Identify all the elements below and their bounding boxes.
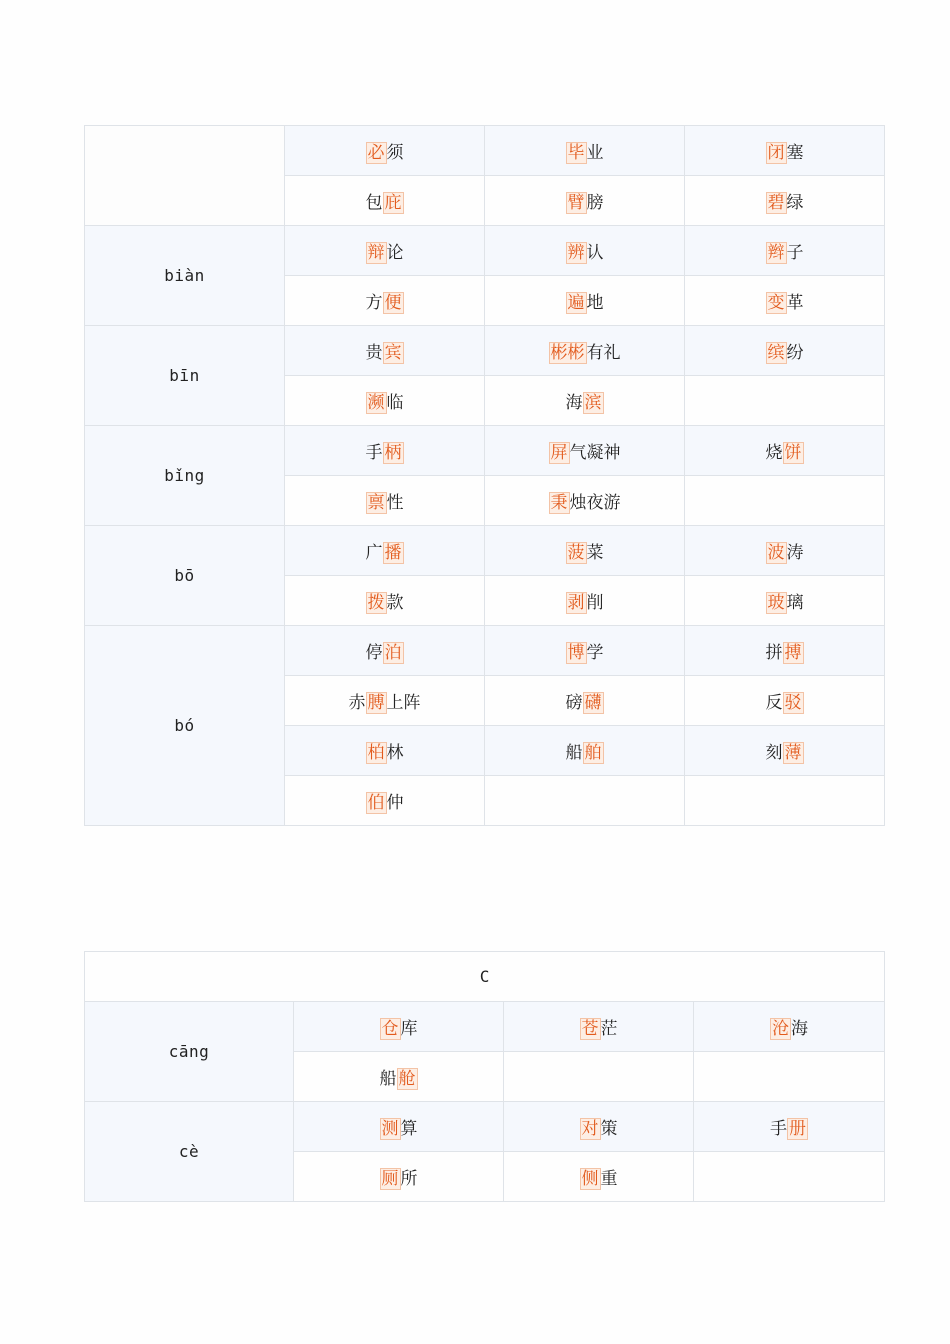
word-text: 方: [365, 293, 383, 313]
highlighted-character: 厕: [381, 1169, 399, 1189]
word-cell: [685, 426, 885, 476]
word-cell: [685, 326, 885, 376]
word-text: 业: [586, 143, 604, 163]
word-cell: [285, 626, 485, 676]
word-cell: [485, 476, 685, 526]
word-text: 赤: [348, 693, 366, 713]
word-text: 地: [586, 293, 604, 313]
highlighted-character: 礴: [584, 693, 602, 713]
word-text: 款: [386, 593, 404, 613]
word-cell: [294, 1102, 504, 1152]
word-cell: [285, 726, 485, 776]
word-cell: [485, 276, 685, 326]
highlighted-character: 舱: [398, 1069, 416, 1089]
highlighted-character: 玻: [767, 593, 785, 613]
word-cell: [504, 1152, 694, 1202]
pinyin-cell: biàn: [85, 226, 285, 326]
word-text: 性: [386, 493, 404, 513]
highlighted-character: 碧: [767, 193, 785, 213]
word-cell: [685, 126, 885, 176]
word-cell: [485, 326, 685, 376]
word-text: 海: [565, 393, 583, 413]
word-text: 重: [600, 1169, 618, 1189]
word-cell: [294, 1002, 504, 1052]
section-header-row: [85, 952, 885, 1002]
word-cell: [685, 726, 885, 776]
word-text: 库: [400, 1019, 418, 1039]
word-text: 削: [586, 593, 604, 613]
word-text: 拼: [765, 643, 783, 663]
word-text: 贵: [365, 343, 383, 363]
word-cell: [685, 226, 885, 276]
word-cell: [285, 226, 485, 276]
highlighted-character: 柏: [367, 743, 385, 763]
word-text: 菜: [586, 543, 604, 563]
word-text: 船: [565, 743, 583, 763]
pinyin-cell: bó: [85, 626, 285, 826]
word-text: 仲: [386, 793, 404, 813]
word-cell: [285, 326, 485, 376]
word-cell: [485, 376, 685, 426]
word-cell: [285, 276, 485, 326]
highlighted-character: 禀: [367, 493, 385, 513]
highlighted-character: 伯: [367, 793, 385, 813]
word-cell: [485, 776, 685, 826]
highlighted-character: 屏: [550, 443, 568, 463]
highlighted-character: 宾: [384, 343, 402, 363]
word-text: 烧: [765, 443, 783, 463]
word-cell: [485, 576, 685, 626]
word-text: 林: [386, 743, 404, 763]
table-row: [85, 226, 885, 276]
word-cell: [285, 676, 485, 726]
word-cell: [485, 626, 685, 676]
word-cell: [485, 726, 685, 776]
word-text: 茫: [600, 1019, 618, 1039]
word-text: 包: [365, 193, 383, 213]
highlighted-character: 侧: [581, 1169, 599, 1189]
highlighted-character: 仓: [381, 1019, 399, 1039]
pinyin-cell: cāng: [85, 1002, 294, 1102]
word-cell: [685, 776, 885, 826]
highlighted-character: 缤: [767, 343, 785, 363]
word-text: 停: [365, 643, 383, 663]
word-text: 磅: [565, 693, 583, 713]
highlighted-character: 柄: [384, 443, 402, 463]
pinyin-cell: bō: [85, 526, 285, 626]
pinyin-cell: bǐng: [85, 426, 285, 526]
word-cell: [285, 476, 485, 526]
pinyin-cell: bīn: [85, 326, 285, 426]
table-row: [85, 426, 885, 476]
word-text: 革: [786, 293, 804, 313]
word-text: 认: [586, 243, 604, 263]
word-cell: [294, 1052, 504, 1102]
highlighted-character: 薄: [784, 743, 802, 763]
word-cell: [485, 526, 685, 576]
word-text: 璃: [786, 593, 804, 613]
highlighted-character: 滨: [584, 393, 602, 413]
highlighted-character: 膊: [367, 693, 385, 713]
table-row: [85, 1102, 885, 1152]
word-text: 临: [386, 393, 404, 413]
highlighted-character: 泊: [384, 643, 402, 663]
highlighted-character: 闭: [767, 143, 785, 163]
word-cell: [285, 426, 485, 476]
pinyin-cell: cè: [85, 1102, 294, 1202]
word-cell: [685, 676, 885, 726]
word-text: 海: [791, 1019, 808, 1039]
word-text: 塞: [786, 143, 804, 163]
word-cell: [285, 776, 485, 826]
word-text: 须: [386, 143, 404, 163]
word-cell: [485, 126, 685, 176]
highlighted-character: 濒: [367, 393, 385, 413]
highlighted-character: 饼: [784, 443, 802, 463]
highlighted-character: 搏: [784, 643, 802, 663]
word-cell: [685, 376, 885, 426]
word-text: 船: [379, 1069, 397, 1089]
highlighted-character: 册: [789, 1119, 806, 1139]
highlighted-character: 博: [567, 643, 585, 663]
highlighted-character: 便: [384, 293, 402, 313]
word-cell: [694, 1102, 885, 1152]
table-row: [85, 326, 885, 376]
table-row: [85, 626, 885, 676]
word-cell: [485, 676, 685, 726]
word-cell: [285, 526, 485, 576]
word-text: 论: [386, 243, 404, 263]
word-text: 涛: [786, 543, 804, 563]
highlighted-character: 剥: [567, 593, 585, 613]
word-cell: [485, 426, 685, 476]
highlighted-character: 波: [767, 543, 785, 563]
pinyin-table-b: [84, 125, 885, 826]
word-text: 子: [786, 243, 804, 263]
table-row: [85, 126, 885, 176]
highlighted-character: 驳: [784, 693, 802, 713]
pinyin-cell: [85, 126, 285, 226]
table-b-body: [85, 126, 885, 826]
word-text: 广: [365, 543, 383, 563]
highlighted-character: 变: [767, 293, 785, 313]
highlighted-character: 播: [384, 543, 402, 563]
word-cell: [694, 1052, 885, 1102]
word-cell: [285, 126, 485, 176]
word-cell: [485, 176, 685, 226]
word-cell: [685, 526, 885, 576]
word-cell: [285, 176, 485, 226]
highlighted-character: 必: [367, 143, 385, 163]
word-text: 策: [600, 1119, 618, 1139]
pinyin-table-c: [84, 951, 885, 1202]
highlighted-character: 沧: [772, 1019, 789, 1039]
word-text: 反: [765, 693, 783, 713]
word-cell: [685, 176, 885, 226]
highlighted-character: 辩: [367, 243, 385, 263]
highlighted-character: 对: [581, 1119, 599, 1139]
table-row: [85, 526, 885, 576]
table-c-body: [85, 952, 885, 1202]
word-cell: [685, 626, 885, 676]
highlighted-character: 舶: [584, 743, 602, 763]
highlighted-character: 遍: [567, 293, 585, 313]
word-text: 绿: [786, 193, 804, 213]
highlighted-character: 菠: [567, 543, 585, 563]
word-cell: [694, 1152, 885, 1202]
word-cell: [504, 1052, 694, 1102]
word-cell: [285, 376, 485, 426]
word-text: 所: [400, 1169, 418, 1189]
word-cell: [685, 576, 885, 626]
word-cell: [504, 1002, 694, 1052]
word-text: 手: [770, 1119, 787, 1139]
word-text: 烛夜游: [569, 493, 621, 513]
word-text: 膀: [586, 193, 604, 213]
highlighted-character: 拨: [367, 593, 385, 613]
word-text: 手: [365, 443, 383, 463]
highlighted-character: 秉: [550, 493, 568, 513]
word-text: 纷: [786, 343, 804, 363]
highlighted-character: 毕: [567, 143, 585, 163]
word-text: 有礼: [586, 343, 621, 363]
word-text: 刻: [765, 743, 783, 763]
highlighted-character: 庇: [384, 193, 402, 213]
word-cell: [504, 1102, 694, 1152]
word-text: 算: [400, 1119, 418, 1139]
word-cell: [685, 476, 885, 526]
section-letter: C: [85, 952, 885, 1002]
highlighted-character: 臂: [567, 193, 585, 213]
word-cell: [285, 576, 485, 626]
highlighted-character: 彬彬: [550, 343, 585, 363]
highlighted-character: 辫: [767, 243, 785, 263]
word-cell: [294, 1152, 504, 1202]
word-text: 上阵: [386, 693, 421, 713]
highlighted-character: 辨: [567, 243, 585, 263]
word-cell: [694, 1002, 885, 1052]
table-row: [85, 1002, 885, 1052]
highlighted-character: 苍: [581, 1019, 599, 1039]
highlighted-character: 测: [381, 1119, 399, 1139]
word-cell: [485, 226, 685, 276]
word-text: 学: [586, 643, 604, 663]
word-text: 气凝神: [569, 443, 621, 463]
word-cell: [685, 276, 885, 326]
